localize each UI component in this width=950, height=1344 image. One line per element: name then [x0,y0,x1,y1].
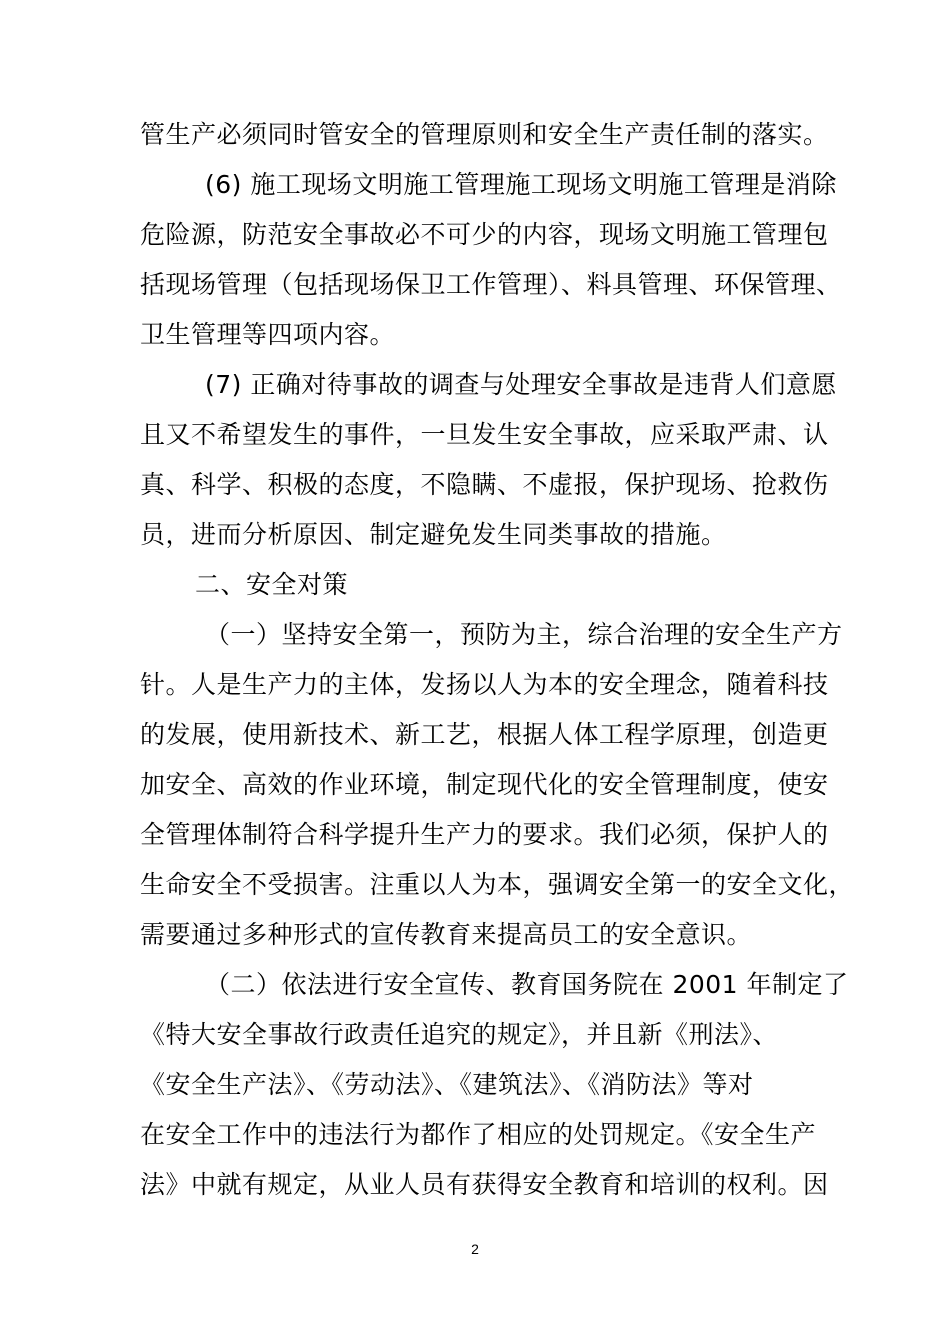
text-line: 括现场管理（包括现场保卫工作管理）、料具管理、环保管理、 [140,270,842,299]
text-line: 的发展，使用新技术、新工艺，根据人体工程学原理，创造更 [140,720,829,749]
text-line: 危险源，防范安全事故必不可少的内容，现场文明施工管理包 [140,220,829,249]
text-line: 法》中就有规定，从业人员有获得安全教育和培训的权利。因 [140,1170,829,1199]
text-line: 针。人是生产力的主体，发扬以人为本的安全理念，随着科技 [140,670,829,699]
text-line: (6) 施工现场文明施工管理施工现场文明施工管理是消除 [205,170,837,199]
text-line: （一）坚持安全第一，预防为主，综合治理的安全生产方 [205,620,843,649]
text-line: 生命安全不受损害。注重以人为本，强调安全第一的安全文化， [140,870,855,899]
text-line: 真、科学、积极的态度，不隐瞒、不虚报，保护现场、抢救伤 [140,470,829,499]
text-line: 且又不希望发生的事件，一旦发生安全事故，应采取严肃、认 [140,420,829,449]
section-heading: 二、安全对策 [195,570,349,599]
text-line: 员，进而分析原因、制定避免发生同类事故的措施。 [140,520,727,549]
text-line: 全管理体制符合科学提升生产力的要求。我们必须，保护人的 [140,820,829,849]
text-line: 《安全生产法》、《劳动法》、《建筑法》、《消防法》等对 [140,1070,754,1099]
text-line: (7) 正确对待事故的调查与处理安全事故是违背人们意愿 [205,370,837,399]
text-line: 《特大安全事故行政责任追究的规定》，并且新《刑法》、 [140,1020,779,1049]
text-line: 管生产必须同时管安全的管理原则和安全生产责任制的落实。 [140,120,829,149]
text-line: 需要通过多种形式的宣传教育来提高员工的安全意识。 [140,920,753,949]
page-number: 2 [471,1241,479,1257]
text-line: 在安全工作中的违法行为都作了相应的处罚规定。《安全生产 [140,1120,817,1149]
text-line: 卫生管理等四项内容。 [140,320,396,349]
text-line: 加安全、高效的作业环境，制定现代化的安全管理制度，使安 [140,770,829,799]
text-line: （二）依法进行安全宣传、教育国务院在 2001 年制定了 [205,970,849,999]
